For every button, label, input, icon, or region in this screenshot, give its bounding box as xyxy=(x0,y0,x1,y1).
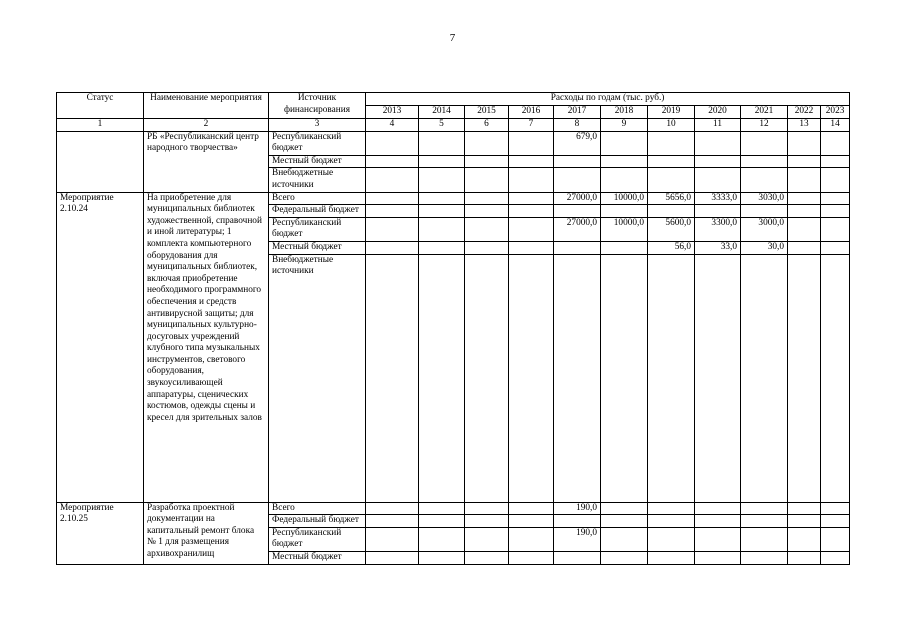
value-cell xyxy=(821,131,850,155)
header-status: Статус xyxy=(57,93,144,119)
value-cell xyxy=(419,217,465,241)
value-cell xyxy=(821,551,850,564)
value-cell: 56,0 xyxy=(648,241,695,254)
value-cell: 30,0 xyxy=(741,241,788,254)
event-name-cell: Разработка проектной документации на капитальный ремонт блока № 1 для размещения архивохранилищ xyxy=(144,502,269,564)
year-header: 2021 xyxy=(741,106,788,119)
value-cell: 190,0 xyxy=(554,502,601,515)
value-cell xyxy=(419,515,465,528)
value-cell xyxy=(648,527,695,551)
column-index: 7 xyxy=(509,119,554,132)
value-cell xyxy=(465,205,509,218)
value-cell xyxy=(419,155,465,168)
value-cell xyxy=(509,502,554,515)
value-cell xyxy=(554,515,601,528)
value-cell xyxy=(788,502,821,515)
value-cell xyxy=(366,205,419,218)
status-cell: Мероприятие 2.10.25 xyxy=(57,502,144,564)
value-cell xyxy=(465,241,509,254)
value-cell xyxy=(821,205,850,218)
value-cell xyxy=(419,205,465,218)
value-cell xyxy=(601,241,648,254)
year-header: 2023 xyxy=(821,106,850,119)
value-cell xyxy=(695,205,741,218)
column-index: 14 xyxy=(821,119,850,132)
value-cell xyxy=(821,254,850,502)
value-cell xyxy=(788,192,821,205)
value-cell xyxy=(366,515,419,528)
value-cell xyxy=(695,254,741,502)
source-cell: Всего xyxy=(269,192,366,205)
value-cell xyxy=(465,155,509,168)
value-cell xyxy=(509,241,554,254)
value-cell xyxy=(601,205,648,218)
value-cell xyxy=(465,192,509,205)
value-cell: 10000,0 xyxy=(601,217,648,241)
value-cell xyxy=(741,254,788,502)
value-cell xyxy=(601,131,648,155)
value-cell xyxy=(554,551,601,564)
value-cell xyxy=(821,192,850,205)
value-cell: 27000,0 xyxy=(554,192,601,205)
value-cell xyxy=(788,131,821,155)
value-cell xyxy=(554,254,601,502)
value-cell xyxy=(509,217,554,241)
value-cell xyxy=(465,527,509,551)
index-row xyxy=(57,119,850,132)
column-index: 3 xyxy=(269,119,366,132)
value-cell xyxy=(821,502,850,515)
year-header: 2014 xyxy=(419,106,465,119)
value-cell xyxy=(788,551,821,564)
value-cell xyxy=(509,155,554,168)
value-cell xyxy=(554,241,601,254)
value-cell xyxy=(741,131,788,155)
value-cell xyxy=(788,168,821,192)
year-header: 2016 xyxy=(509,106,554,119)
value-cell xyxy=(821,527,850,551)
value-cell xyxy=(695,168,741,192)
value-cell xyxy=(695,527,741,551)
value-cell xyxy=(821,168,850,192)
source-cell: Федеральный бюджет xyxy=(269,515,366,528)
table-row xyxy=(57,502,850,515)
value-cell xyxy=(695,515,741,528)
value-cell xyxy=(788,241,821,254)
header-name: Наименование мероприятия xyxy=(144,93,269,119)
column-index: 13 xyxy=(788,119,821,132)
value-cell xyxy=(419,241,465,254)
source-cell: Всего xyxy=(269,502,366,515)
value-cell: 10000,0 xyxy=(601,192,648,205)
value-cell xyxy=(465,515,509,528)
value-cell xyxy=(695,551,741,564)
value-cell xyxy=(601,254,648,502)
table-row xyxy=(57,192,850,205)
value-cell xyxy=(366,168,419,192)
value-cell xyxy=(465,217,509,241)
column-index: 9 xyxy=(601,119,648,132)
year-header: 2017 xyxy=(554,106,601,119)
value-cell xyxy=(419,168,465,192)
year-header: 2015 xyxy=(465,106,509,119)
value-cell: 5656,0 xyxy=(648,192,695,205)
value-cell xyxy=(419,527,465,551)
source-cell: Внебюджетные источники xyxy=(269,254,366,502)
value-cell xyxy=(465,168,509,192)
value-cell xyxy=(465,131,509,155)
value-cell xyxy=(695,155,741,168)
value-cell xyxy=(741,155,788,168)
value-cell xyxy=(648,551,695,564)
source-cell: Местный бюджет xyxy=(269,155,366,168)
year-header: 2020 xyxy=(695,106,741,119)
value-cell xyxy=(601,502,648,515)
value-cell xyxy=(741,551,788,564)
expenses-table xyxy=(56,92,850,565)
column-index: 10 xyxy=(648,119,695,132)
value-cell xyxy=(821,241,850,254)
value-cell xyxy=(419,254,465,502)
page-number: 7 xyxy=(449,32,456,44)
source-cell: Республиканский бюджет xyxy=(269,131,366,155)
column-index: 4 xyxy=(366,119,419,132)
source-cell: Местный бюджет xyxy=(269,241,366,254)
value-cell xyxy=(695,502,741,515)
column-index: 5 xyxy=(419,119,465,132)
value-cell: 27000,0 xyxy=(554,217,601,241)
header-source: Источник финансирования xyxy=(269,93,366,119)
value-cell xyxy=(648,205,695,218)
value-cell xyxy=(509,527,554,551)
value-cell xyxy=(509,131,554,155)
header-row xyxy=(57,93,850,106)
value-cell xyxy=(554,155,601,168)
year-header: 2022 xyxy=(788,106,821,119)
value-cell xyxy=(366,551,419,564)
value-cell xyxy=(601,551,648,564)
column-index: 12 xyxy=(741,119,788,132)
value-cell xyxy=(648,131,695,155)
value-cell xyxy=(419,502,465,515)
value-cell xyxy=(366,502,419,515)
value-cell xyxy=(419,551,465,564)
value-cell: 3030,0 xyxy=(741,192,788,205)
source-cell: Местный бюджет xyxy=(269,551,366,564)
value-cell: 3300,0 xyxy=(695,217,741,241)
value-cell xyxy=(741,205,788,218)
value-cell xyxy=(741,168,788,192)
source-cell: Федеральный бюджет xyxy=(269,205,366,218)
value-cell: 3000,0 xyxy=(741,217,788,241)
value-cell xyxy=(601,527,648,551)
value-cell xyxy=(648,168,695,192)
value-cell xyxy=(509,192,554,205)
value-cell xyxy=(601,515,648,528)
value-cell xyxy=(366,254,419,502)
value-cell xyxy=(821,217,850,241)
value-cell xyxy=(788,155,821,168)
column-index: 8 xyxy=(554,119,601,132)
column-index: 2 xyxy=(144,119,269,132)
value-cell xyxy=(788,527,821,551)
header-expenses: Расходы по годам (тыс. руб.) xyxy=(366,93,850,106)
value-cell xyxy=(648,515,695,528)
value-cell xyxy=(509,254,554,502)
value-cell: 190,0 xyxy=(554,527,601,551)
source-cell: Республиканский бюджет xyxy=(269,527,366,551)
year-header: 2018 xyxy=(601,106,648,119)
value-cell xyxy=(366,241,419,254)
source-cell: Республиканский бюджет xyxy=(269,217,366,241)
value-cell xyxy=(788,205,821,218)
value-cell xyxy=(465,502,509,515)
column-index: 11 xyxy=(695,119,741,132)
value-cell xyxy=(509,205,554,218)
value-cell xyxy=(509,551,554,564)
year-header: 2019 xyxy=(648,106,695,119)
value-cell: 3333,0 xyxy=(695,192,741,205)
value-cell xyxy=(366,217,419,241)
value-cell: 33,0 xyxy=(695,241,741,254)
value-cell xyxy=(509,168,554,192)
value-cell xyxy=(601,155,648,168)
value-cell xyxy=(419,192,465,205)
value-cell xyxy=(366,155,419,168)
source-cell: Внебюджетные источники xyxy=(269,168,366,192)
value-cell xyxy=(601,168,648,192)
value-cell xyxy=(554,205,601,218)
value-cell xyxy=(509,515,554,528)
value-cell: 5600,0 xyxy=(648,217,695,241)
value-cell xyxy=(821,515,850,528)
event-name-cell: На приобретение для муниципальных библиотек художественной, справочной и иной литературы; 1 комплекта компьютерного оборудования для муниципальных библиотек, включая приобретение необходимого программного обеспечения и средств антивирусной защиты; для муниципальных культурно-досуговых учреждений клубного типа музыкальных инструментов, светового оборудования, звукоусиливающей аппаратуры, сценических костюмов, одежды сцены и кресел для зрительных залов xyxy=(144,192,269,502)
value-cell xyxy=(741,527,788,551)
value-cell xyxy=(465,254,509,502)
value-cell xyxy=(648,155,695,168)
value-cell xyxy=(419,131,465,155)
value-cell xyxy=(648,502,695,515)
status-cell xyxy=(57,131,144,192)
value-cell xyxy=(554,168,601,192)
value-cell xyxy=(465,551,509,564)
status-cell: Мероприятие 2.10.24 xyxy=(57,192,144,502)
value-cell xyxy=(741,515,788,528)
value-cell xyxy=(366,527,419,551)
value-cell xyxy=(788,217,821,241)
year-header: 2013 xyxy=(366,106,419,119)
value-cell xyxy=(366,192,419,205)
value-cell xyxy=(648,254,695,502)
value-cell xyxy=(741,502,788,515)
value-cell xyxy=(695,131,741,155)
event-name-cell: РБ «Республиканский центр народного творчества» xyxy=(144,131,269,192)
value-cell xyxy=(788,254,821,502)
value-cell: 679,0 xyxy=(554,131,601,155)
column-index: 1 xyxy=(57,119,144,132)
value-cell xyxy=(366,131,419,155)
value-cell xyxy=(821,155,850,168)
value-cell xyxy=(788,515,821,528)
table-row xyxy=(57,131,850,155)
column-index: 6 xyxy=(465,119,509,132)
